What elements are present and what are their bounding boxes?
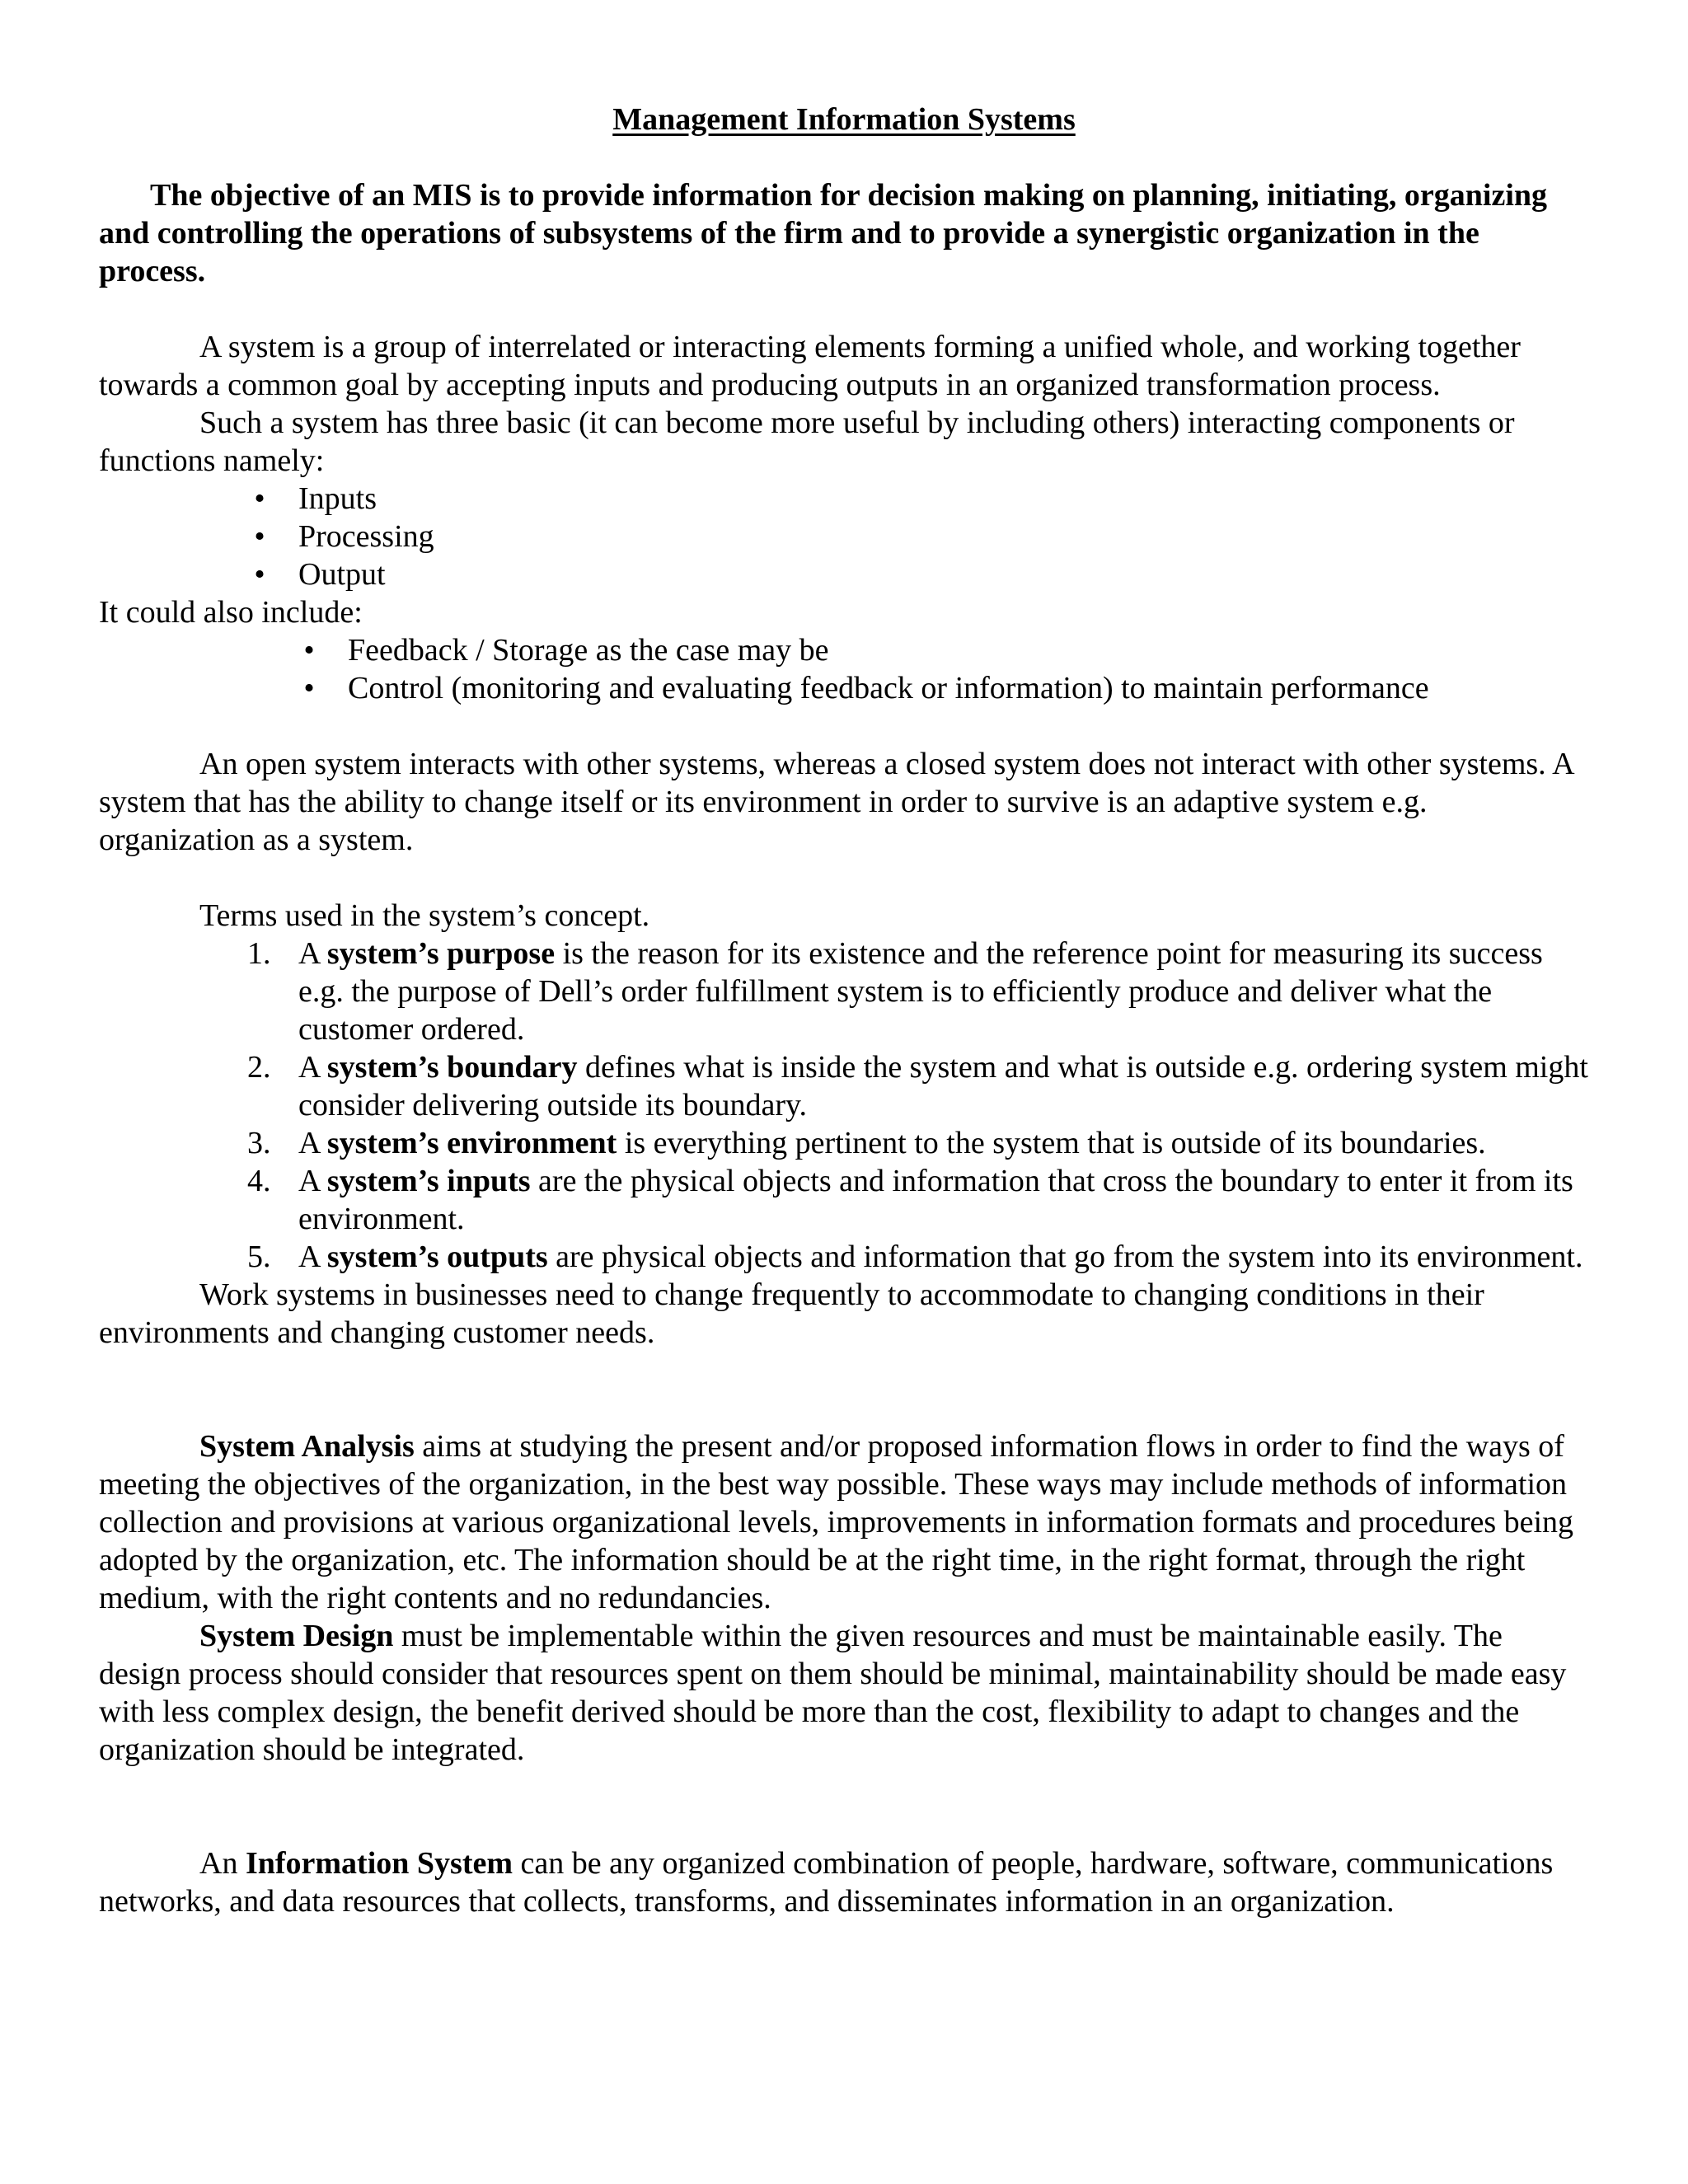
list-item-text: Processing — [298, 519, 434, 554]
list-item — [99, 669, 1589, 707]
list-item — [99, 555, 1589, 593]
term-text: defines what is inside the system and what is outside e.g. ordering system might consider delivering outside its boundary. — [298, 1050, 1588, 1122]
list-item-text: Output — [298, 557, 386, 592]
term-item — [99, 1162, 1589, 1238]
bullet-icon: • — [254, 557, 265, 592]
term-item — [99, 1238, 1589, 1276]
term-name: system’s environment — [326, 1126, 617, 1160]
term-text: are the physical objects and information that cross the boundary to enter it from its environment. — [298, 1164, 1573, 1236]
terms-intro: Terms used in the system’s concept. — [199, 898, 650, 933]
list-item-text: Inputs — [298, 481, 377, 516]
system-analysis-text: aims at studying the present and/or proposed information flows in order to find the ways of meeting the objectives of the organization, in the best way possible. These ways may include methods of information collection and provisions at various organizational levels, improvements in information formats and procedures being adopted by the organization, etc. The information should be at the right time, in the right format, through the right medium, with the right contents and no redundancies. — [99, 1429, 1574, 1615]
term-text: is everything pertinent to the system that is outside of its boundaries. — [617, 1126, 1486, 1160]
spacer — [99, 1352, 1589, 1427]
list-item — [99, 518, 1589, 555]
open-closed-paragraph: An open system interacts with other systems, whereas a closed system does not interact with other systems. A system that has the ability to change itself or its environment in order to survive is an adaptive system e.g. organization as a system. — [99, 747, 1573, 857]
bullet-icon: • — [254, 481, 265, 516]
term-number: 2. — [247, 1050, 271, 1085]
term-prefix: A — [298, 936, 327, 971]
term-prefix: A — [298, 1126, 327, 1160]
term-number: 4. — [247, 1164, 271, 1198]
system-analysis-term: System Analysis — [199, 1429, 415, 1464]
list-item — [99, 480, 1589, 518]
term-prefix: A — [298, 1240, 327, 1274]
term-item — [99, 1124, 1589, 1162]
spacer — [99, 707, 1589, 745]
information-system-prefix: An — [199, 1846, 246, 1881]
term-text: are physical objects and information that go from the system into its environment. — [547, 1240, 1583, 1274]
term-number: 5. — [247, 1240, 271, 1274]
system-design-paragraph — [99, 1617, 1589, 1769]
term-name: system’s inputs — [326, 1164, 531, 1198]
term-number: 1. — [247, 936, 271, 971]
term-item — [99, 935, 1589, 1048]
term-name: system’s outputs — [326, 1240, 548, 1274]
term-prefix: A — [298, 1050, 327, 1085]
list-item-text: Feedback / Storage as the case may be — [348, 633, 829, 668]
term-name: system’s purpose — [326, 936, 556, 971]
basic-components-intro: Such a system has three basic (it can become more useful by including others) interacting components or functions namely: — [99, 405, 1515, 478]
bullet-icon: • — [254, 519, 265, 554]
term-text: is the reason for its existence and the reference point for measuring its success e.g. the purpose of Dell’s order fulfillment system is to efficiently produce and deliver what the customer ordered. — [298, 936, 1543, 1047]
information-system-term: Information System — [245, 1846, 513, 1881]
bullet-icon: • — [303, 671, 315, 705]
terms-list — [99, 935, 1589, 1276]
spacer — [99, 1769, 1589, 1844]
system-design-text: must be implementable within the given resources and must be maintainable easily. The design process should consider that resources spent on them should be minimal, maintainability should be made easy with less complex design, the benefit derived should be more than the cost, flexibility to adapt to changes and the organization should be integrated. — [99, 1619, 1567, 1767]
list-item — [99, 631, 1589, 669]
work-systems-paragraph: Work systems in businesses need to change frequently to accommodate to changing conditions in their environments and changing customer needs. — [99, 1277, 1484, 1350]
system-definition-paragraph: A system is a group of interrelated or interacting elements forming a unified whole, and working together towards a common goal by accepting inputs and producing outputs in an organized transformation process. — [99, 330, 1521, 402]
extra-components-list — [99, 631, 1589, 707]
list-item-text: Control (monitoring and evaluating feedback or information) to maintain performance — [348, 671, 1429, 705]
term-item — [99, 1048, 1589, 1124]
basic-components-list — [99, 480, 1589, 593]
information-system-text: can be any organized combination of people, hardware, software, communications networks, and data resources that collects, transforms, and disseminates information in an organization. — [99, 1846, 1554, 1919]
bullet-icon: • — [303, 633, 315, 668]
also-include-intro: It could also include: — [99, 595, 363, 630]
spacer — [99, 859, 1589, 897]
term-number: 3. — [247, 1126, 271, 1160]
information-system-paragraph — [99, 1844, 1589, 1920]
system-design-term: System Design — [199, 1619, 394, 1653]
page-title: Management Information Systems — [612, 102, 1076, 137]
term-name: system’s boundary — [326, 1050, 578, 1085]
objective-paragraph: The objective of an MIS is to provide information for decision making on planning, initiating, organizing and controlling the operations of subsystems of the firm and to provide a synergistic organization in the process. — [99, 178, 1548, 288]
term-prefix: A — [298, 1164, 327, 1198]
system-analysis-paragraph — [99, 1427, 1589, 1617]
